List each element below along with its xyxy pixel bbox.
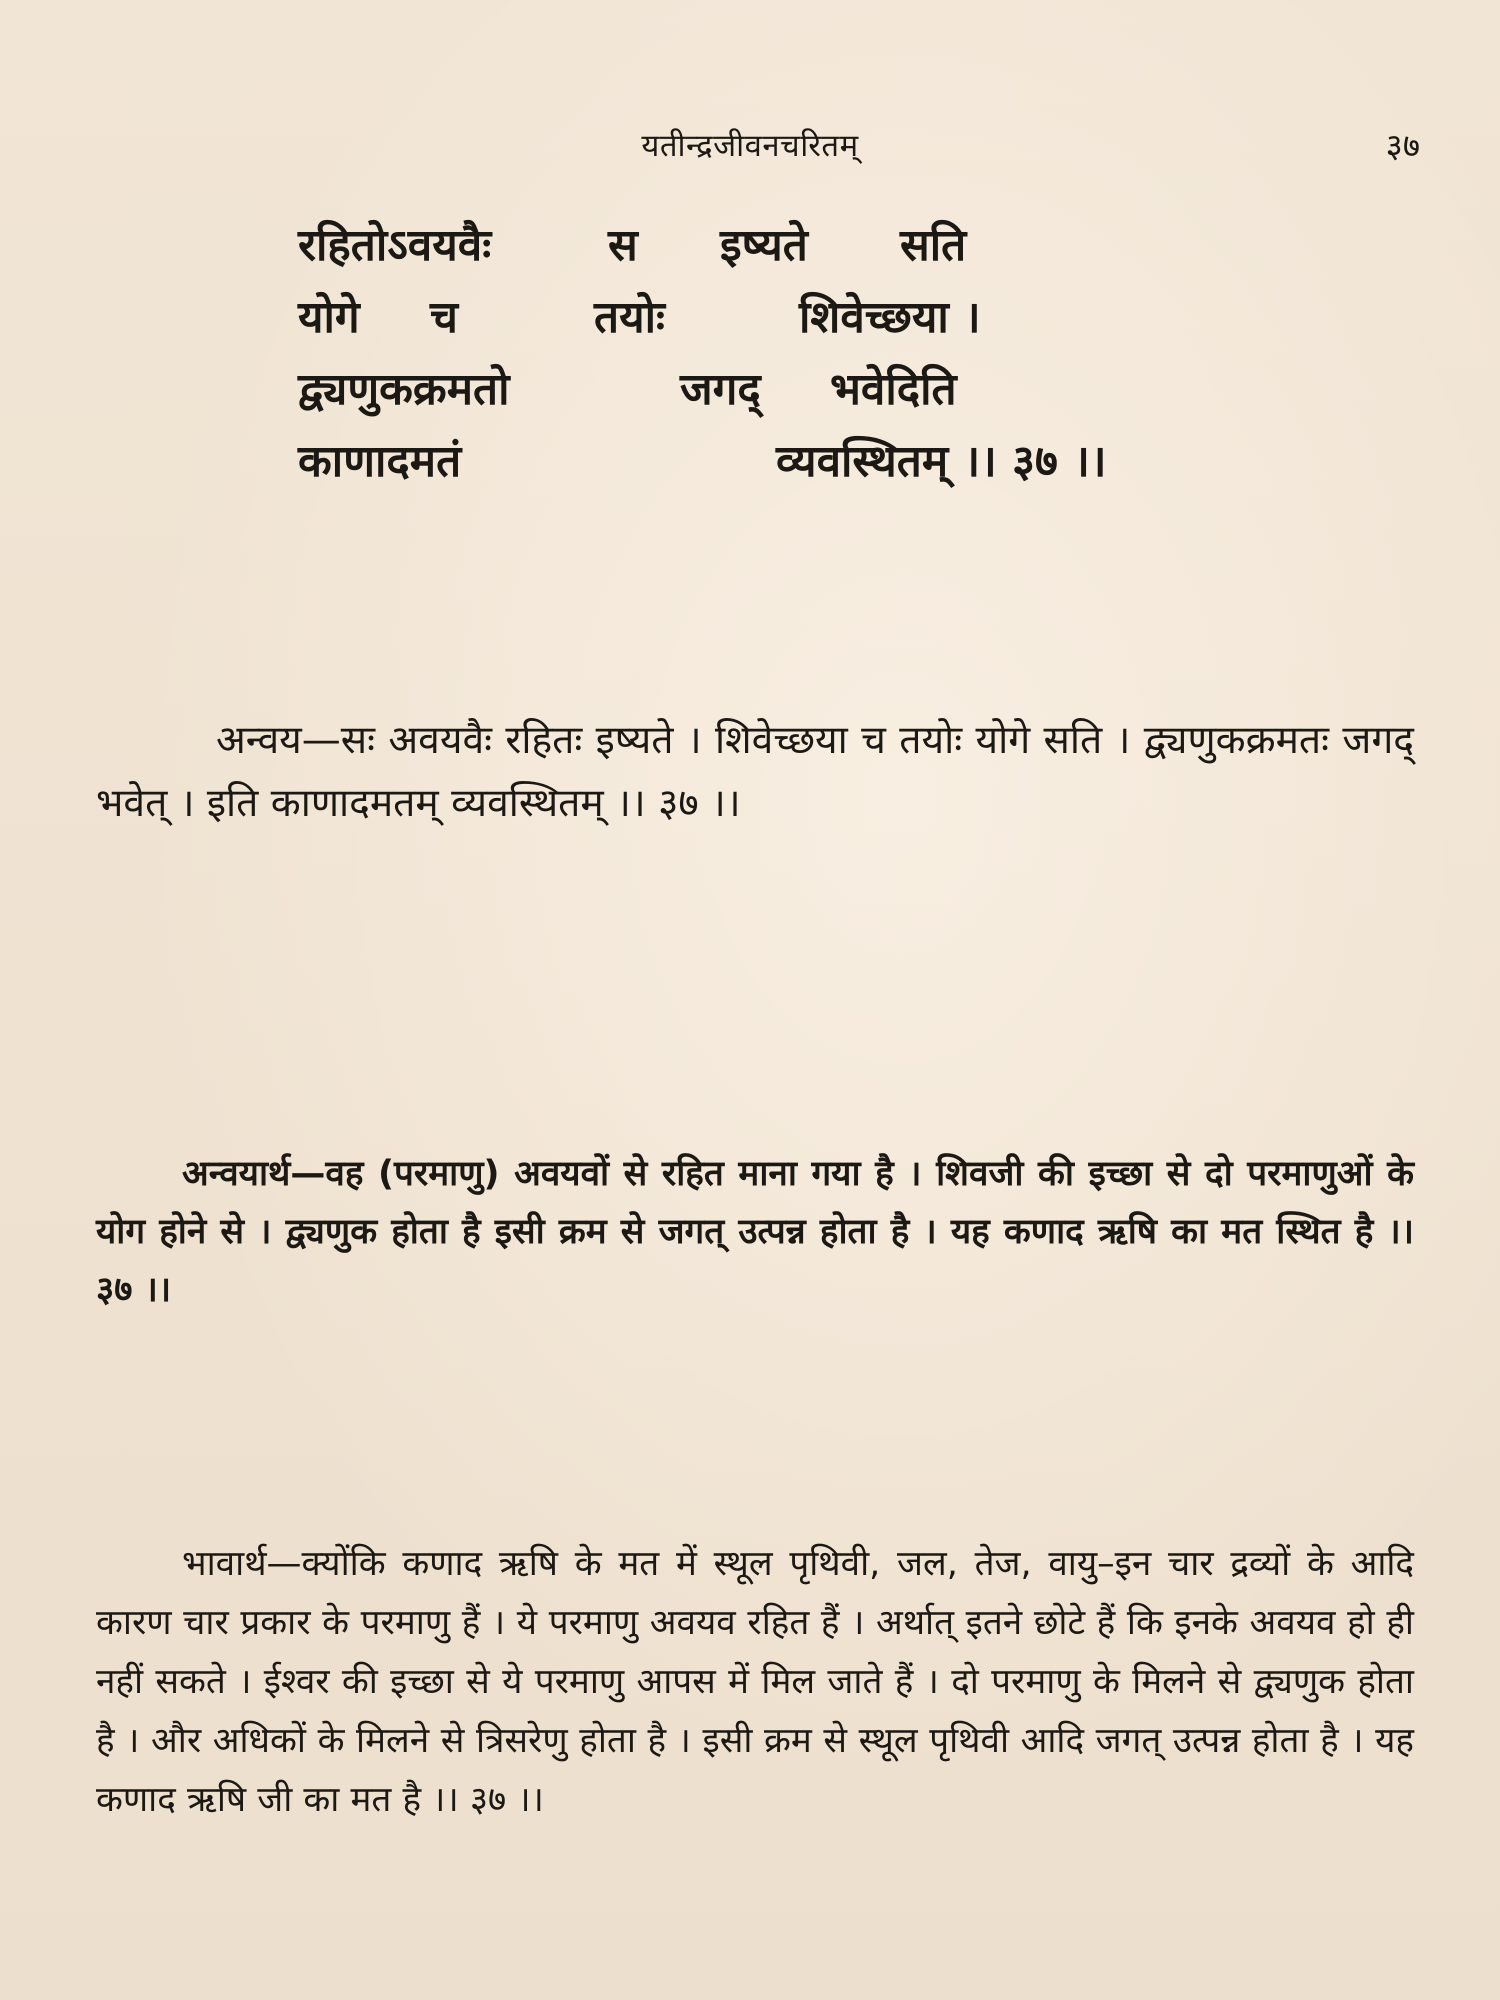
verse-line-3 bbox=[298, 354, 1298, 426]
verse-word: सति bbox=[900, 220, 967, 271]
verse-word: स bbox=[608, 220, 638, 271]
verse-word: रहितोऽवयवैः bbox=[298, 220, 492, 271]
verse-word: इष्यते bbox=[720, 220, 808, 271]
anvayartha-paragraph: अन्वयार्थ—वह (परमाणु) अवयवों से रहित माना गया है । शिवजी की इच्छा से दो परमाणुओं के योग होने से । द्व्यणुक होता है इसी क्रम से जगत् उत्पन्न होता है । यह कणाद ऋषि का मत स्थित है ।। ३७ ।। bbox=[96, 1154, 1414, 1310]
verse-word: द्व्यणुकक्रमतो bbox=[298, 364, 510, 415]
verse-word: योगे bbox=[298, 292, 360, 343]
verse-word: जगद् bbox=[680, 364, 761, 415]
verse-word: शिवेच्छया । bbox=[799, 292, 981, 343]
page-number: ३७ bbox=[1385, 126, 1420, 165]
anvaya-paragraph: अन्वय—सः अवयवैः रहितः इष्यते । शिवेच्छया च तयोः योगे सति । द्व्यणुकक्रमतः जगद् भवेत् । इति काणादमतम् व्यवस्थितम् ।। ३७ ।। bbox=[96, 718, 1414, 826]
verse-line-2 bbox=[298, 282, 1298, 354]
verse-word: काणादमतं bbox=[298, 436, 462, 487]
verse-word: व्यवस्थितम् ।। ३७ ।। bbox=[776, 436, 1107, 487]
verse-line-4 bbox=[298, 426, 1298, 498]
running-header-title: यतीन्द्रजीवनचरितम् bbox=[641, 128, 859, 164]
verse-word: च bbox=[430, 292, 458, 343]
verse-word: तयोः bbox=[594, 292, 665, 343]
bhavartha-paragraph: भावार्थ—क्योंकि कणाद ऋषि के मत में स्थूल पृथिवी, जल, तेज, वायु–इन चार द्रव्यों के आदि कारण चार प्रकार के परमाणु हैं । ये परमाणु अवयव रहित हैं । अर्थात् इतने छोटे हैं कि इनके अवयव हो ही नहीं सकते । ईश्वर की इच्छा से ये परमाणु आपस में मिल जाते हैं । दो परमाणु के मिलने से द्व्यणुक होता है । और अधिकों के मिलने से त्रिसरेणु होता है । इसी क्रम से स्थूल पृथिवी आदि जगत् उत्पन्न होता है । यह कणाद ऋषि जी का मत है ।। ३७ ।। bbox=[96, 1544, 1414, 1820]
sanskrit-verse bbox=[298, 210, 1298, 498]
verse-word: भवेदिति bbox=[830, 364, 957, 415]
verse-line-1 bbox=[298, 210, 1298, 282]
